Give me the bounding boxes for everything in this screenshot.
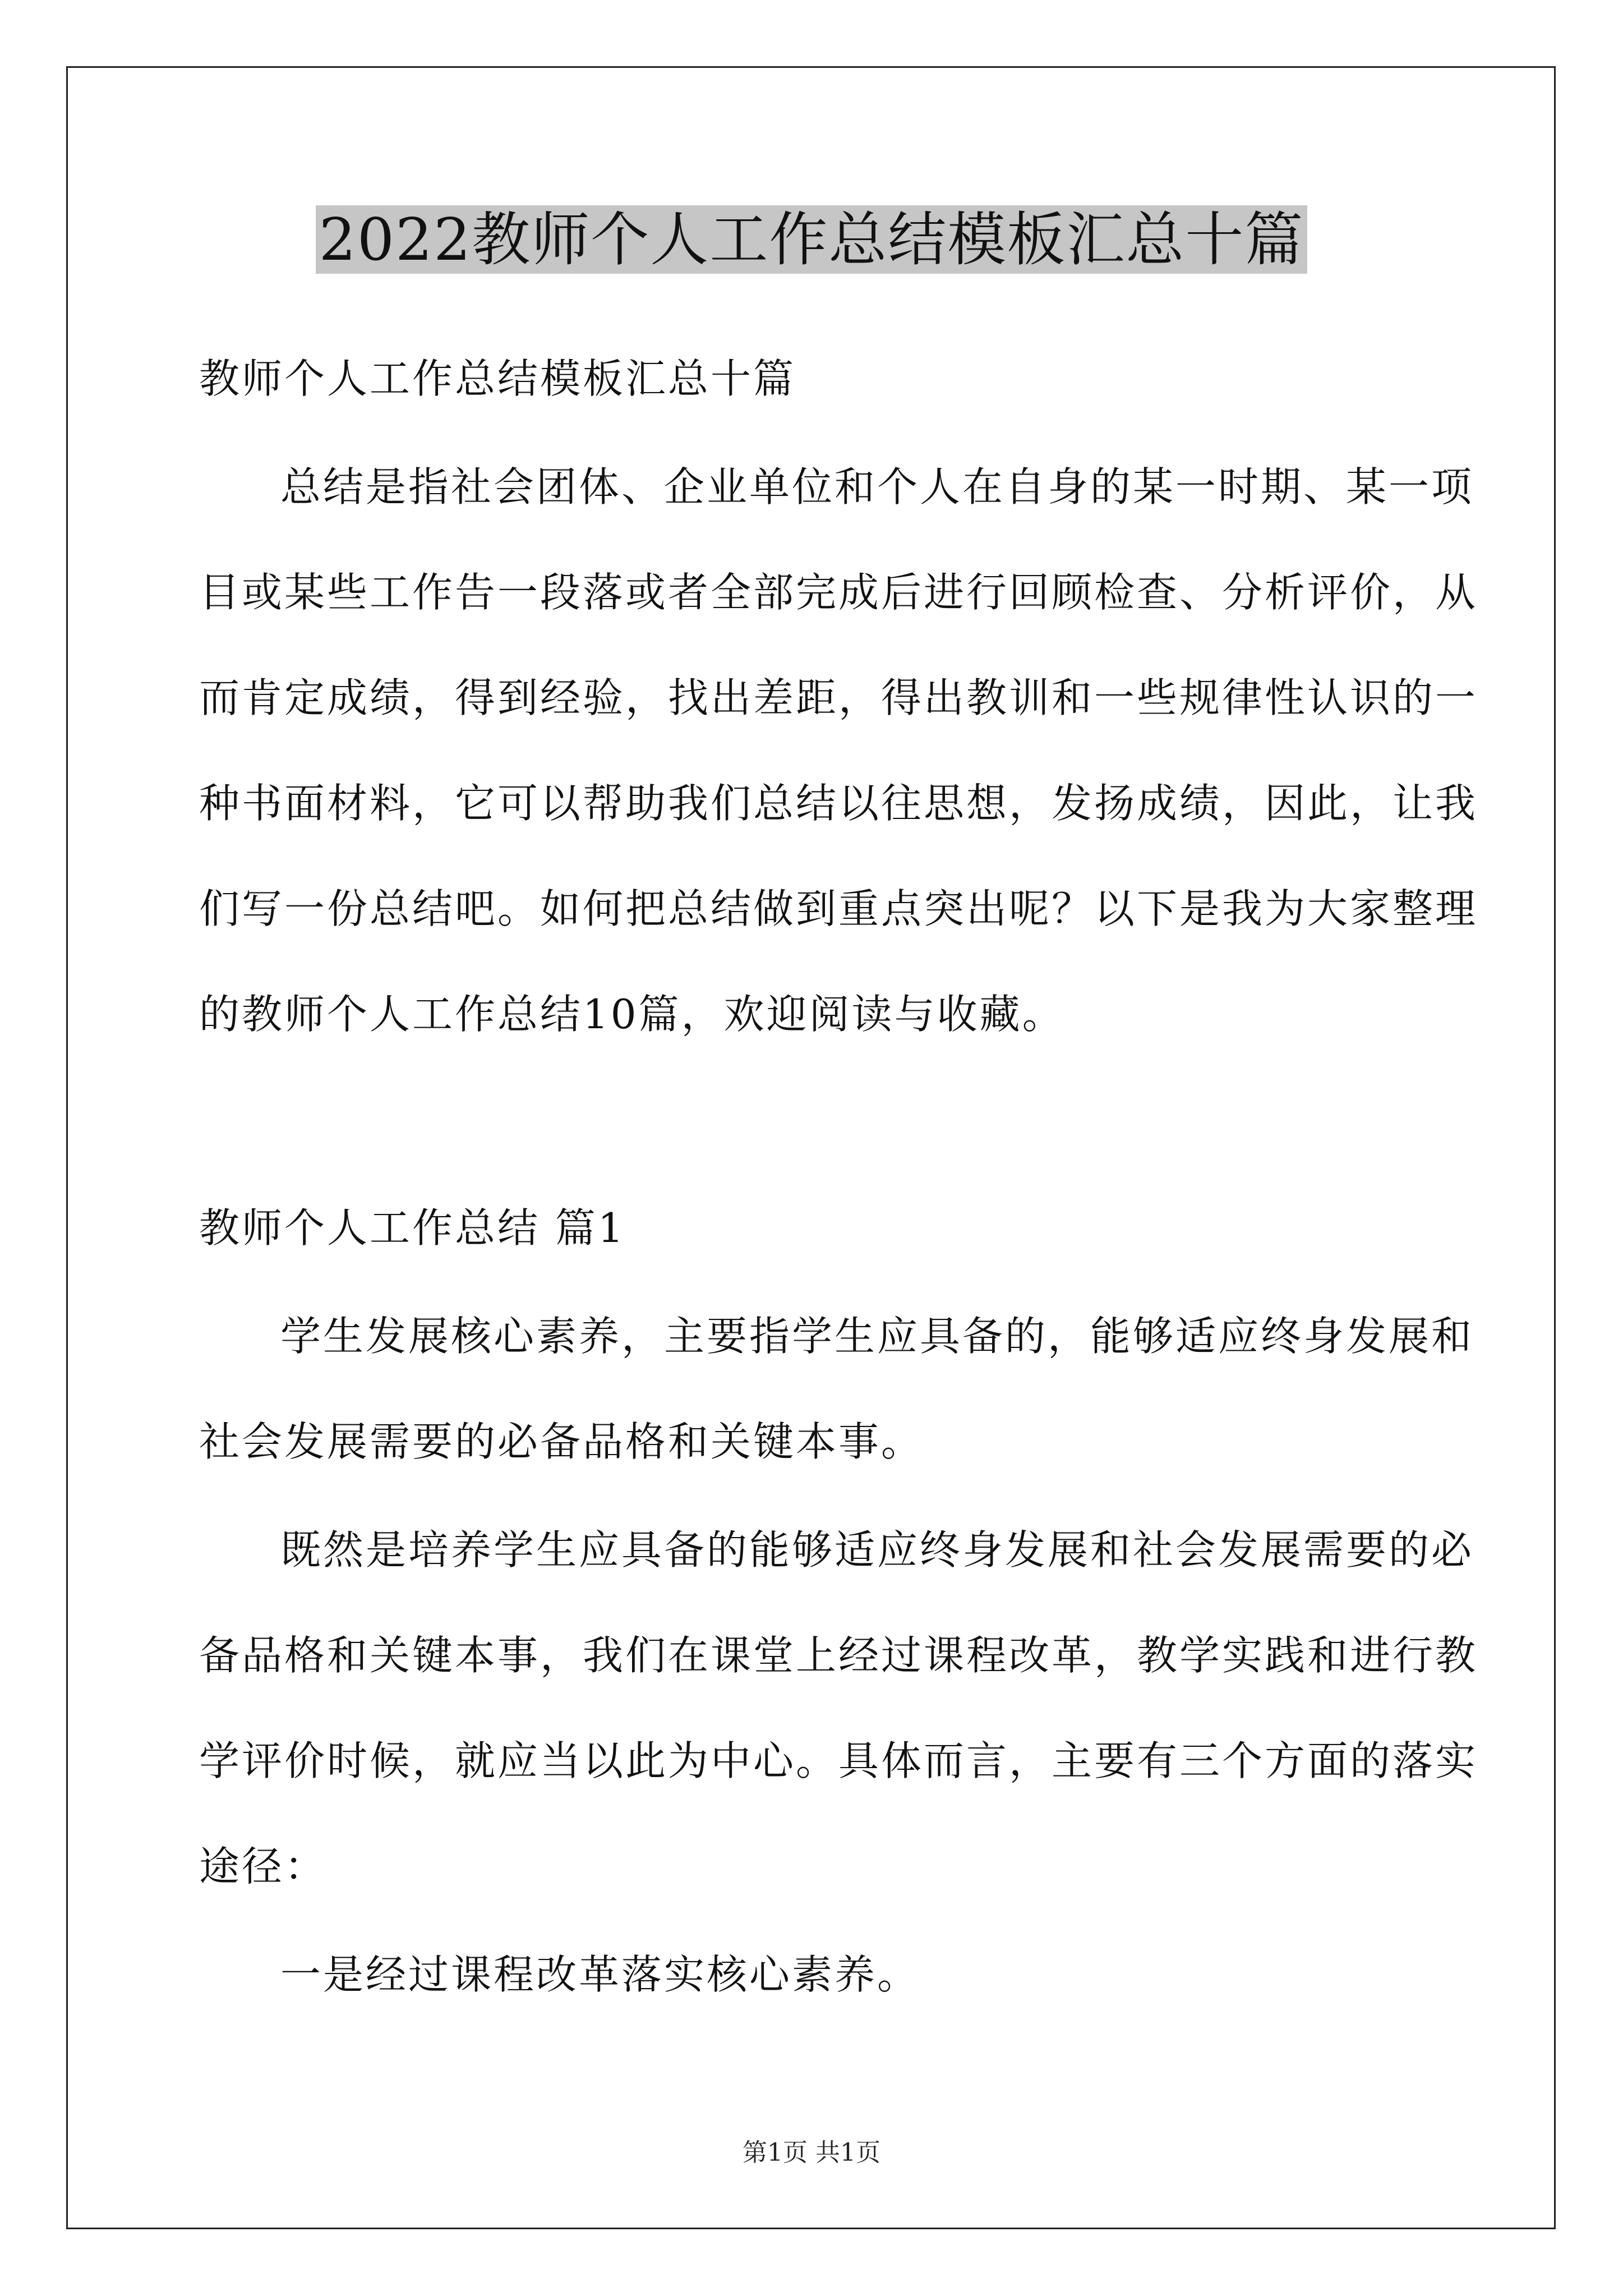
intro-line-4: 种书面材料，它可以帮助我们总结以往思想，发扬成绩，因此，让我 bbox=[199, 780, 1478, 827]
intro-line-5: 们写一份总结吧。如何把总结做到重点突出呢？以下是我为大家整理 bbox=[199, 885, 1478, 932]
intro-line-3: 而肯定成绩，得到经验，找出差距，得出教训和一些规律性认识的一 bbox=[199, 674, 1478, 721]
document-title bbox=[0, 203, 1623, 276]
section-para3-line-1: 一是经过课程改革落实核心素养。 bbox=[280, 1951, 920, 1998]
section-para1-line-1: 学生发展核心素养，主要指学生应具备的，能够适应终身发展和 bbox=[280, 1313, 1474, 1360]
section-para2-line-2: 备品格和关键本事，我们在课堂上经过课程改革，教学实践和进行教 bbox=[199, 1632, 1478, 1679]
document-subtitle: 教师个人工作总结模板汇总十篇 bbox=[199, 355, 796, 402]
section-para2-line-1: 既然是培养学生应具备的能够适应终身发展和社会发展需要的必 bbox=[280, 1526, 1474, 1573]
section-heading: 教师个人工作总结 篇1 bbox=[199, 1204, 626, 1251]
section-para1-line-2: 社会发展需要的必备品格和关键本事。 bbox=[199, 1418, 924, 1465]
section-para2-line-4: 途径： bbox=[199, 1843, 328, 1890]
intro-line-1: 总结是指社会团体、企业单位和个人在自身的某一时期、某一项 bbox=[280, 463, 1474, 510]
document-title-text: 2022教师个人工作总结模板汇总十篇 bbox=[316, 205, 1308, 274]
intro-line-6: 的教师个人工作总结10篇，欢迎阅读与收藏。 bbox=[199, 991, 1065, 1038]
section-para2-line-3: 学评价时候，就应当以此为中心。具体而言，主要有三个方面的落实 bbox=[199, 1737, 1478, 1784]
intro-line-2: 目或某些工作告一段落或者全部完成后进行回顾检查、分析评价，从 bbox=[199, 569, 1478, 616]
page-footer: 第1页 共1页 bbox=[743, 2138, 880, 2167]
